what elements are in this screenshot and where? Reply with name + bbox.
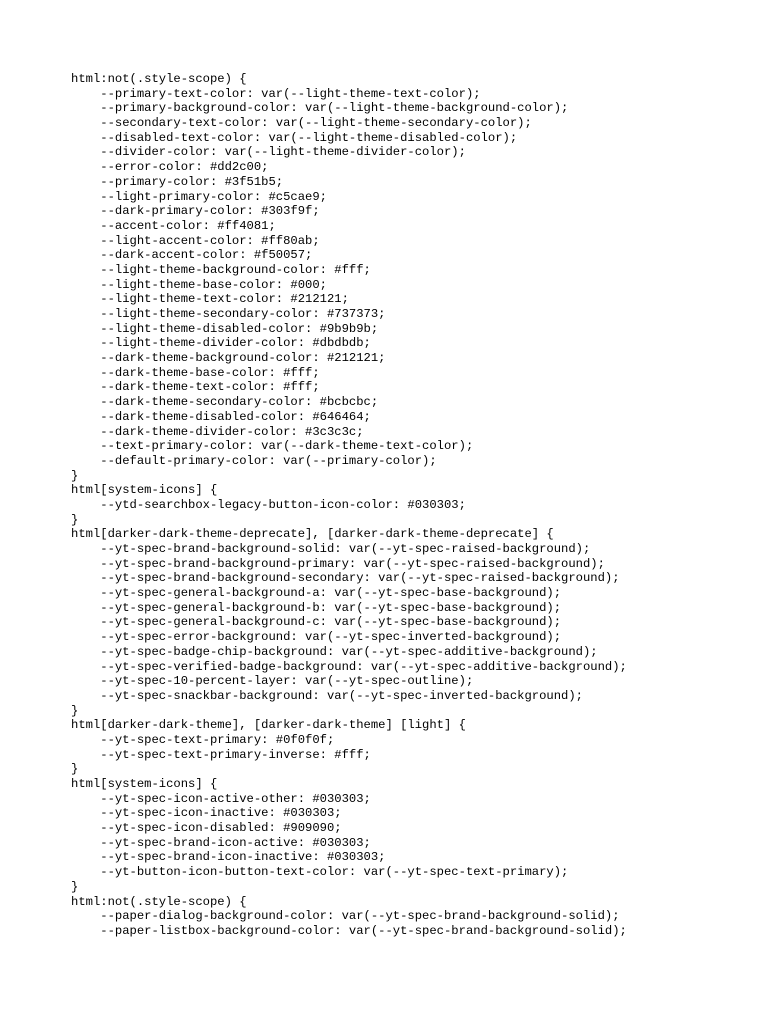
code-line: --yt-spec-brand-background-secondary: var(--yt-spec-raised-background); — [71, 571, 620, 586]
code-line: --accent-color: #ff4081; — [71, 218, 276, 233]
code-line: --light-theme-disabled-color: #9b9b9b; — [71, 321, 379, 336]
code-line: --light-theme-background-color: #fff; — [71, 262, 371, 277]
code-line: --ytd-searchbox-legacy-button-icon-color: #030303; — [71, 497, 466, 512]
code-line: --dark-theme-secondary-color: #bcbcbc; — [71, 395, 379, 410]
code-line: --light-theme-secondary-color: #737373; — [71, 307, 386, 321]
code-line: --yt-spec-general-background-c: var(--yt-spec-base-background); — [71, 615, 562, 630]
code-line: --divider-color: var(--light-theme-divider-color); — [71, 145, 466, 160]
code-line: } — [71, 512, 79, 527]
code-line: html[system-icons] { — [71, 483, 218, 498]
code-line: html[darker-dark-theme], [darker-dark-theme] [light] { — [71, 718, 466, 733]
code-line: --yt-spec-snackbar-background: var(--yt-spec-inverted-background); — [71, 688, 583, 703]
code-document — [71, 72, 627, 939]
code-line: --error-color: #dd2c00; — [71, 160, 269, 175]
code-line: --dark-theme-text-color: #fff; — [71, 380, 320, 395]
code-line: --yt-spec-general-background-b: var(--yt-spec-base-background); — [71, 600, 562, 615]
code-line: --yt-spec-icon-active-other: #030303; — [71, 791, 371, 806]
code-line: --yt-spec-verified-badge-background: var(--yt-spec-additive-background); — [71, 659, 627, 674]
code-line: --yt-spec-error-background: var(--yt-spec-inverted-background); — [71, 630, 562, 645]
code-line: --yt-spec-brand-icon-active: #030303; — [71, 835, 371, 850]
code-line: --yt-spec-text-primary-inverse: #fff; — [71, 747, 371, 762]
code-line: --yt-spec-brand-background-solid: var(--yt-spec-raised-background); — [71, 542, 591, 556]
code-line: --primary-color: #3f51b5; — [71, 174, 284, 189]
code-line: --dark-theme-background-color: #212121; — [71, 351, 386, 366]
code-line: --dark-theme-disabled-color: #646464; — [71, 409, 371, 424]
code-line: --disabled-text-color: var(--light-theme-disabled-color); — [71, 130, 518, 145]
code-line: --primary-background-color: var(--light-theme-background-color); — [71, 101, 569, 116]
code-line: --yt-button-icon-button-text-color: var(--yt-spec-text-primary); — [71, 865, 569, 880]
code-line: --default-primary-color: var(--primary-color); — [71, 453, 437, 468]
code-line: } — [71, 468, 79, 483]
code-line: --light-theme-text-color: #212121; — [71, 292, 349, 307]
code-line: } — [71, 703, 79, 718]
code-line: html[system-icons] { — [71, 777, 218, 791]
code-line: --dark-theme-divider-color: #3c3c3c; — [71, 424, 364, 439]
code-line: html:not(.style-scope) { — [71, 72, 247, 86]
code-line: --text-primary-color: var(--dark-theme-text-color); — [71, 439, 474, 454]
code-line: --light-primary-color: #c5cae9; — [71, 189, 327, 204]
code-line: --light-theme-base-color: #000; — [71, 277, 327, 292]
code-line: --light-theme-divider-color: #dbdbdb; — [71, 336, 371, 351]
code-line: --dark-theme-base-color: #fff; — [71, 365, 320, 380]
code-line: --primary-text-color: var(--light-theme-text-color); — [71, 86, 481, 101]
code-line: --paper-dialog-background-color: var(--yt-spec-brand-background-solid); — [71, 909, 620, 924]
code-line: } — [71, 762, 79, 777]
code-line: --dark-accent-color: #f50057; — [71, 248, 313, 263]
code-line: --yt-spec-icon-disabled: #909090; — [71, 821, 342, 836]
code-line: --secondary-text-color: var(--light-theme-secondary-color); — [71, 116, 532, 131]
code-line: --yt-spec-general-background-a: var(--yt-spec-base-background); — [71, 586, 562, 601]
code-line: --dark-primary-color: #303f9f; — [71, 204, 320, 219]
code-line: --yt-spec-badge-chip-background: var(--yt-spec-additive-background); — [71, 644, 598, 659]
code-line: --light-accent-color: #ff80ab; — [71, 233, 320, 248]
code-line: } — [71, 879, 79, 894]
code-line: --yt-spec-brand-icon-inactive: #030303; — [71, 850, 386, 865]
code-line: --yt-spec-text-primary: #0f0f0f; — [71, 732, 335, 747]
code-line: --paper-listbox-background-color: var(--yt-spec-brand-background-solid); — [71, 923, 627, 938]
code-line: html:not(.style-scope) { — [71, 894, 247, 909]
code-line: html[darker-dark-theme-deprecate], [darker-dark-theme-deprecate] { — [71, 527, 554, 542]
code-line: --yt-spec-icon-inactive: #030303; — [71, 806, 342, 821]
code-line: --yt-spec-10-percent-layer: var(--yt-spec-outline); — [71, 674, 474, 689]
code-line: --yt-spec-brand-background-primary: var(--yt-spec-raised-background); — [71, 556, 605, 571]
